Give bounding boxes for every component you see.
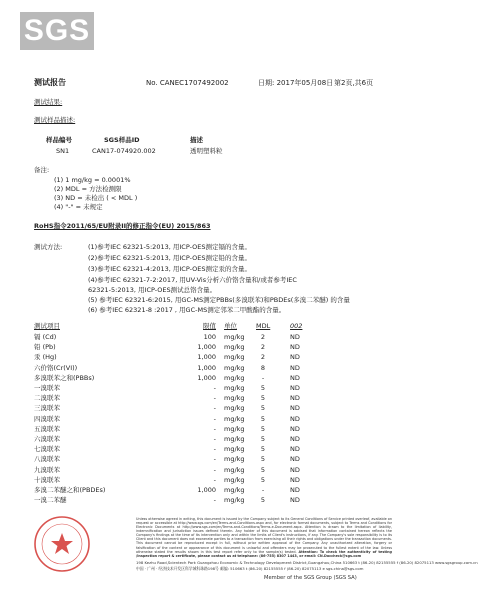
mdl-value: 5 bbox=[260, 404, 266, 413]
sample-result: ND bbox=[290, 394, 300, 403]
sample-result: ND bbox=[290, 363, 300, 372]
test-item: 六价铬(Cr(VI)) bbox=[34, 363, 78, 372]
mdl-value: 2 bbox=[260, 353, 266, 362]
unit-value: mg/kg bbox=[224, 486, 245, 494]
limit-value: 100 bbox=[203, 333, 216, 341]
method-item: (4)参考IEC 62321-7-2:2017, 用UV-Vis分析六价铬含量和/或者参考IEC bbox=[88, 276, 297, 284]
sample-result: ND bbox=[290, 475, 300, 484]
results-label: 测试结果: bbox=[34, 98, 63, 106]
sample-header-desc: 描述 bbox=[190, 136, 203, 144]
unit-value: mg/kg bbox=[224, 363, 245, 372]
member-line: Member of the SGS Group (SGS SA) bbox=[264, 575, 357, 581]
limit-value: - bbox=[213, 384, 216, 392]
test-item: 九溴联苯 bbox=[34, 465, 60, 474]
unit-value: mg/kg bbox=[224, 333, 245, 341]
mdl-value: 2 bbox=[260, 343, 266, 352]
sample-id: CAN17-074920.002 bbox=[92, 147, 156, 155]
sample-result: ND bbox=[290, 424, 300, 433]
sample-header-id: SGS样品ID bbox=[104, 136, 140, 144]
mdl-value: 5 bbox=[260, 414, 266, 423]
unit-value: mg/kg bbox=[224, 445, 245, 454]
unit-value: mg/kg bbox=[224, 455, 245, 464]
limit-value: - bbox=[213, 455, 216, 464]
table-header-mdl: MDL bbox=[256, 322, 271, 330]
sample-result: ND bbox=[290, 333, 300, 341]
mdl-value: 5 bbox=[260, 455, 266, 464]
address-cn: 中国 · 广州 · 经济技术开发区科学城科珠路198号 邮编: 510663 t (86-20) 82155555 f (86-20) 82075113 e sgs.china@sgs.com bbox=[136, 566, 364, 571]
unit-value: mg/kg bbox=[224, 343, 245, 352]
sample-result: ND bbox=[290, 486, 300, 494]
test-item: 五溴联苯 bbox=[34, 424, 60, 433]
limit-value: - bbox=[213, 445, 216, 454]
sample-result: ND bbox=[290, 353, 300, 362]
sample-result: ND bbox=[290, 343, 300, 352]
table-header-unit: 单位 bbox=[224, 322, 237, 330]
mdl-value: 8 bbox=[260, 363, 266, 372]
company-seal bbox=[32, 514, 92, 574]
limit-value: - bbox=[213, 475, 216, 484]
sample-header-no: 样品编号 bbox=[46, 136, 72, 144]
limit-value: - bbox=[213, 465, 216, 474]
note-item: (3) ND = 未检出 ( < MDL ) bbox=[54, 194, 138, 202]
sample-result: ND bbox=[290, 455, 300, 464]
test-item: 三溴联苯 bbox=[34, 404, 60, 413]
page-number: 第2页,共6页 bbox=[334, 79, 374, 87]
sample-result: ND bbox=[290, 465, 300, 474]
mdl-value: 5 bbox=[260, 424, 266, 433]
test-item: 一溴二苯醚 bbox=[34, 496, 67, 505]
note-item: (1) 1 mg/kg = 0.0001% bbox=[54, 176, 131, 184]
sample-result: ND bbox=[290, 373, 300, 382]
sgs-logo: SGS bbox=[20, 12, 94, 50]
method-label: 测试方法: bbox=[34, 243, 63, 251]
test-item: 多溴联苯之和(PBBs) bbox=[34, 373, 95, 382]
test-item: 一溴联苯 bbox=[34, 384, 60, 392]
footer-disclaimer bbox=[136, 517, 392, 558]
address-en: 198 Kezhu Road,Scientech Park Guangzhou Economic & Technology Development District,Guangzhou,China 510663 t (86-20) 82155555 f (86-20) 82075113 www.sgsgroup.com.cn bbox=[136, 560, 478, 565]
test-item: 多溴二苯醚之和(PBDEs) bbox=[34, 486, 106, 494]
unit-value: mg/kg bbox=[224, 424, 245, 433]
method-item: 62321-5:2013, 用ICP-OES测试总铬含量。 bbox=[88, 286, 217, 294]
sample-result: ND bbox=[290, 435, 300, 443]
limit-value: 1,000 bbox=[197, 363, 216, 372]
unit-value: mg/kg bbox=[224, 373, 245, 382]
report-title: 测试报告 bbox=[34, 78, 66, 87]
sample-result: ND bbox=[290, 496, 300, 505]
unit-value: mg/kg bbox=[224, 384, 245, 392]
test-item: 四溴联苯 bbox=[34, 414, 60, 423]
mdl-value: 5 bbox=[260, 496, 266, 505]
unit-value: mg/kg bbox=[224, 394, 245, 403]
limit-value: 1,000 bbox=[197, 486, 216, 494]
star-icon bbox=[51, 533, 73, 554]
table-header-limit: 限值 bbox=[203, 322, 216, 330]
method-item: (2)参考IEC 62321-5:2013, 用ICP-OES测定铅的含量。 bbox=[88, 254, 251, 262]
note-item: (4) "-" = 未规定 bbox=[54, 203, 103, 211]
limit-value: 1,000 bbox=[197, 353, 216, 362]
method-item: (5) 参考IEC 62321-6:2015, 用GC-MS测定PBBs(多溴联苯)和PBDEs(多溴二苯醚) 的含量 bbox=[88, 296, 350, 304]
report-date: 日期: 2017年05月08日 bbox=[258, 79, 334, 87]
method-item: (3)参考IEC 62321-4:2013, 用ICP-OES测定汞的含量。 bbox=[88, 265, 251, 273]
mdl-value: 5 bbox=[260, 465, 266, 474]
notes-label: 备注: bbox=[34, 166, 50, 174]
unit-value: mg/kg bbox=[224, 435, 245, 443]
test-item: 七溴联苯 bbox=[34, 445, 60, 454]
unit-value: mg/kg bbox=[224, 404, 245, 413]
test-item: 汞 (Hg) bbox=[34, 353, 57, 362]
unit-value: mg/kg bbox=[224, 465, 245, 474]
sample-desc-label: 测试样品描述: bbox=[34, 116, 76, 124]
limit-value: - bbox=[213, 496, 216, 505]
sample-description: 透明塑料粒 bbox=[190, 147, 223, 155]
mdl-value: - bbox=[261, 486, 265, 494]
test-item: 八溴联苯 bbox=[34, 455, 60, 464]
mdl-value: 5 bbox=[260, 384, 266, 392]
sample-no: SN1 bbox=[56, 147, 70, 155]
mdl-value: 5 bbox=[260, 475, 266, 484]
limit-value: 1,000 bbox=[197, 373, 216, 382]
report-number: No. CANEC1707492002 bbox=[146, 79, 229, 87]
limit-value: - bbox=[213, 435, 216, 443]
table-header-item: 测试项目 bbox=[34, 322, 60, 330]
method-item: (6) 参考IEC 62321-8 :2017 , 用GC-MS测定邻苯二甲酸酯的含量。 bbox=[88, 306, 286, 314]
unit-value: mg/kg bbox=[224, 414, 245, 423]
sample-result: ND bbox=[290, 404, 300, 413]
test-item: 镉 (Cd) bbox=[34, 333, 57, 341]
mdl-value: 5 bbox=[260, 394, 266, 403]
unit-value: mg/kg bbox=[224, 475, 245, 484]
mdl-value: 5 bbox=[260, 445, 266, 454]
limit-value: 1,000 bbox=[197, 343, 216, 352]
mdl-value: - bbox=[261, 373, 265, 382]
table-header-sample: 002 bbox=[290, 322, 303, 330]
test-item: 二溴联苯 bbox=[34, 394, 60, 403]
test-item: 铅 (Pb) bbox=[34, 343, 56, 352]
unit-value: mg/kg bbox=[224, 353, 245, 362]
test-item: 六溴联苯 bbox=[34, 435, 60, 443]
mdl-value: 2 bbox=[260, 333, 266, 341]
limit-value: - bbox=[213, 424, 216, 433]
attention-text: Attention: To check the authenticity of testing /inspection report & certificate, please contact us at telephone: (86-755) 8307 1443, or email: CN.Doccheck@sgs.com bbox=[136, 549, 392, 558]
disclaimer-text: Unless otherwise agreed in writing, this document is issued by the Company subject to its General Conditions of Service printed overleaf, available on request or accessible at http://www.sgs.com/en/Terms-and-Conditions.aspx and, for electronic format documents, subject to Terms and Conditions for Electronic Documents at http://www.sgs.com/en/Terms-and-Conditions/Terms-e-Document.aspx. Attention is drawn to the limitation of liability, indemnification and jurisdiction issues defined therein. Any holder of this document is advised that information contained hereon reflects the Company's findings at the time of its intervention only and within the limits of Client's instructions, if any. The Company's sole responsibility is to its Client and this document does not exonerate parties to a transaction from exercising all their rights and obligations under the transaction documents. This document cannot be reproduced except in full, without prior written approval of the Company. Any unauthorized alteration, forgery or falsification of the content or appearance of this document is unlawful and offenders may be prosecuted to the fullest extent of the law. Unless otherwise stated the results shown in this test report refer only to the sample(s) tested. bbox=[136, 517, 392, 554]
sample-result: ND bbox=[290, 384, 300, 392]
note-item: (2) MDL = 方法检测限 bbox=[54, 185, 122, 193]
mdl-value: 5 bbox=[260, 435, 266, 443]
sample-result: ND bbox=[290, 414, 300, 423]
unit-value: mg/kg bbox=[224, 496, 245, 505]
limit-value: - bbox=[213, 404, 216, 413]
test-item: 十溴联苯 bbox=[34, 475, 60, 484]
rohs-title: RoHS指令2011/65/EU附录II的修正指令(EU) 2015/863 bbox=[34, 222, 211, 230]
limit-value: - bbox=[213, 394, 216, 403]
sample-result: ND bbox=[290, 445, 300, 454]
limit-value: - bbox=[213, 414, 216, 423]
method-item: (1)参考IEC 62321-5:2013, 用ICP-OES测定镉的含量。 bbox=[88, 243, 251, 251]
